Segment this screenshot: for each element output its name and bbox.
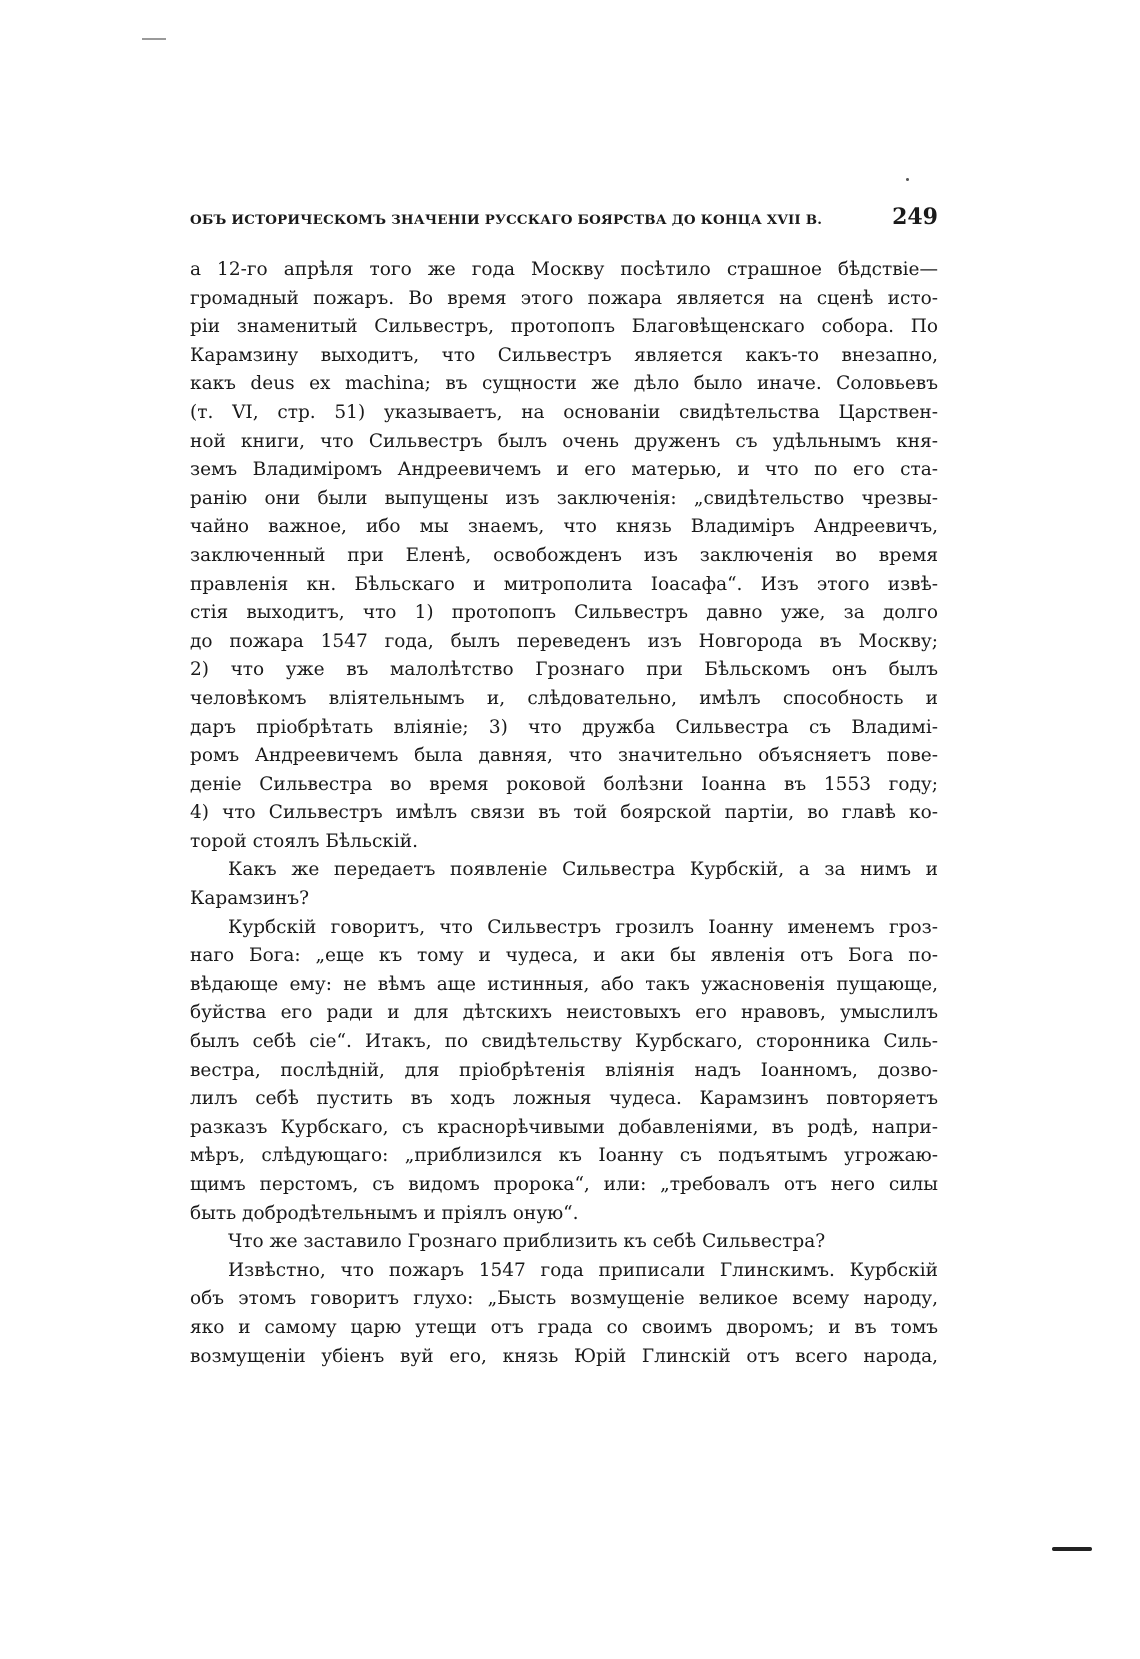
text-line: наго Бога: „еще къ тому и чудеса, и аки бы явленія отъ Бога по- <box>190 945 938 967</box>
text-line: ранію они были выпущены изъ заключенія: „свидѣтельство чрезвы- <box>190 487 938 509</box>
text-line: Извѣстно, что пожаръ 1547 года приписали Глинскимъ. Курбскій <box>228 1259 938 1281</box>
paragraph-4 <box>190 1228 938 1257</box>
text-line: вѣдающе ему: не вѣмъ аще истинныя, або такъ ужасновенія пущающе, <box>190 973 938 995</box>
paragraph-5 <box>190 1257 938 1371</box>
text-line: 2) что уже въ малолѣтство Грознаго при Бѣльскомъ онъ былъ <box>190 659 938 681</box>
text-line: ріи знаменитый Сильвестръ, протопопъ Благовѣщенскаго собора. По <box>190 316 938 338</box>
text-line: чайно важное, ибо мы знаемъ, что князь Владиміръ Андреевичъ, <box>190 516 938 538</box>
paragraph-1 <box>190 256 938 856</box>
text-line: ромъ Андреевичемъ была давняя, что значительно объясняетъ пове- <box>190 745 938 767</box>
text-line: мѣръ, слѣдующаго: „приблизился къ Іоанну съ подъятымъ угрожаю- <box>190 1145 938 1167</box>
text-line: буйства его ради и для дѣтскихъ неистовыхъ его нравовъ, умыслилъ <box>190 1002 938 1024</box>
text-line: какъ deus ex machina; въ сущности же дѣло было иначе. Соловьевъ <box>190 373 938 395</box>
text-line: Какъ же передаетъ появленіе Сильвестра Курбскій, а за нимъ и <box>228 859 938 881</box>
text-line: Карамзинъ? <box>190 888 310 910</box>
text-line: Курбскій говоритъ, что Сильвестръ грозилъ Іоанну именемъ гроз- <box>228 916 938 938</box>
paragraph-2 <box>190 856 938 913</box>
text-line: правленія кн. Бѣльскаго и митрополита Іоасафа“. Изъ этого извѣ- <box>190 573 938 595</box>
text-line: щимъ перстомъ, съ видомъ пророка“, или: „требовалъ отъ него силы <box>190 1174 938 1195</box>
text-line: объ этомъ говоритъ глухо: „Бысть возмущеніе великое всему народу, <box>190 1288 938 1310</box>
text-line: лилъ себѣ пустить въ ходъ ложныя чудеса. Карамзинъ повторяетъ <box>190 1088 938 1110</box>
text-line: торой стоялъ Бѣльскій. <box>190 830 418 852</box>
text-line: ной книги, что Сильвестръ былъ очень друженъ съ удѣльнымъ кня- <box>190 430 938 452</box>
text-line: стія выходитъ, что 1) протопопъ Сильвестръ давно уже, за долго <box>190 602 938 624</box>
text-line: земъ Владиміромъ Андреевичемъ и его матерью, и что по его ста- <box>190 459 938 481</box>
text-line: заключенный при Еленѣ, освобожденъ изъ заключенія во время <box>190 544 938 566</box>
text-line: яко и самому царю утещи отъ града со своимъ дворомъ; и въ томъ <box>190 1316 938 1338</box>
text-line: разказъ Курбскаго, съ краснорѣчивыми добавленіями, въ родѣ, напри- <box>190 1116 938 1138</box>
text-line: былъ себѣ сіе“. Итакъ, по свидѣтельству Курбскаго, сторонника Силь- <box>190 1031 938 1053</box>
running-title: ОБЪ ИСТОРИЧЕСКОМЪ ЗНАЧЕНІИ РУССКАГО БОЯРСТВА ДО КОНЦА XVII В. <box>190 212 823 228</box>
text-line: человѣкомъ вліятельнымъ и, слѣдовательно, имѣлъ способность и <box>190 687 938 709</box>
text-line: 4) что Сильвестръ имѣлъ связи въ той боярской партіи, во главѣ ко- <box>190 802 938 824</box>
text-line: вестра, послѣдній, для пріобрѣтенія вліянія надъ Іоанномъ, дозво- <box>190 1059 938 1081</box>
page-number: 249 <box>892 204 938 230</box>
text-line: (т. VI, стр. 51) указываетъ, на основаніи свидѣтельства Царствен- <box>190 401 938 423</box>
text-line: а 12-го апрѣля того же года Москву посѣтило страшное бѣдствіе— <box>190 259 938 280</box>
text-line: Карамзину выходитъ, что Сильвестръ является какъ-то внезапно, <box>190 344 938 366</box>
running-head <box>190 204 938 230</box>
text-line: громадный пожаръ. Во время этого пожара является на сценѣ исто- <box>190 287 938 309</box>
text-line: быть добродѣтельнымъ и пріялъ оную“. <box>190 1202 579 1224</box>
paragraph-3 <box>190 914 938 1229</box>
scan-artifact-top <box>142 38 166 40</box>
text-line: даръ пріобрѣтать вліяніе; 3) что дружба Сильвестра съ Владимі- <box>190 716 938 738</box>
scan-artifact-bottom <box>1052 1547 1092 1551</box>
text-line: возмущеніи убіенъ вуй его, князь Юрій Глинскій отъ всего народа, <box>190 1345 938 1367</box>
text-body <box>190 256 938 1371</box>
text-line: до пожара 1547 года, былъ переведенъ изъ Новгорода въ Москву; <box>190 630 938 652</box>
scan-artifact-dot <box>906 178 909 181</box>
text-line: деніе Сильвестра во время роковой болѣзни Іоанна въ 1553 году; <box>190 773 938 795</box>
text-line: Что же заставило Грознаго приблизить къ себѣ Сильвестра? <box>228 1231 826 1253</box>
